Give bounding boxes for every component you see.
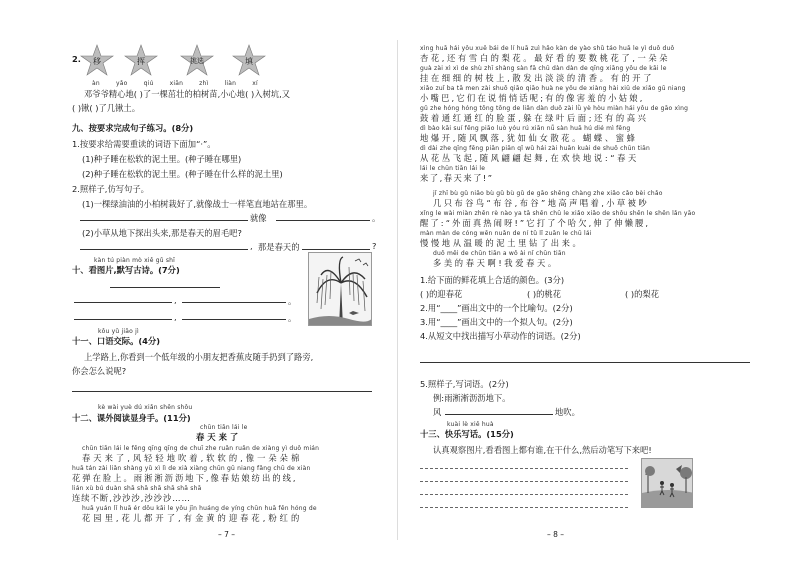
story-r3-text: 小嘴巴,它们在说悄悄话呢;有的像害羞的小姑娘, [420,93,645,103]
story-r2-pinyin: guà zài xì xì de shù zhī shàng sàn fā chū dàn dàn de qīng xiāng yǒu de kāi le [420,65,667,72]
question-2-number: 2. [72,54,81,64]
question-2-line-1: 邓爷爷精心地( )了一棵茁壮的柏树苗,小心地( )入树坑,又 [84,89,291,99]
story-title-pinyin: chūn tiān lái le [200,424,248,431]
question-4: 4.从短文中找出描写小草动作的词语。(2分) [420,331,581,341]
story-r7-text: 来了,春天来了!” [420,173,494,183]
question-5-example: 例:雨淅淅沥沥地下。 [433,393,511,403]
section-10-title: 十、看图片,默写古诗。(7分) [72,265,180,275]
star-word: 填 [245,57,253,66]
question-4-answer-line[interactable] [420,362,750,363]
story-r6-text: 从花丛飞起,随风翩翩起舞,在欢快地说:“春天 [420,153,639,163]
story-r4-text: 鼓着通红通红的脸蛋,躲在绿叶后面;还有的高兴 [420,113,649,123]
story-r8-text: 几只布谷鸟“布谷,布谷”地高声唱着,小草被吵 [433,198,650,208]
story-r5-text: 地爆开,随风飘落,犹如仙女散花。蝴蝶、蜜蜂 [420,133,638,143]
story-p2-text: 花弹在脸上。雨淅淅沥沥地下,像春姑娘纺出的线, [72,473,298,483]
story-r7-pinyin: lái le chūn tiān lái le [420,165,486,172]
q9-2b-blank-2[interactable] [302,249,370,250]
story-p2-pinyin: huā tán zài liǎn shàng yǔ xì lì de xià xiàng chūn gū niang fǎng chū de xiàn [72,465,311,472]
q9-2-instruction: 2.照样子,仿写句子。 [72,184,149,194]
writing-picture [641,458,693,508]
word-star-3 [180,44,214,78]
word-star-2 [124,44,158,78]
story-p1-text: 春天来了,风轻轻地吹着,软软的,像一朵朵棉 [82,453,303,463]
section-10-pinyin: kàn tú piàn mò xiě gǔ shī [94,257,176,264]
story-p4-pinyin: huā yuán lǐ huā ér dōu kāi le yǒu jīn huáng de yíng chūn huā fěn hóng de [82,505,317,512]
question-mark: ? [372,241,377,251]
section-13-title: 十三、快乐写话。(15分) [420,429,514,439]
question-5: 5.照样子,写词语。(2分) [420,379,509,389]
question-1-blank-c[interactable]: ( )的梨花 [625,289,660,299]
children-playing-icon [642,459,693,508]
poem-line-2b[interactable] [182,319,286,320]
writing-line-2[interactable] [420,481,628,482]
story-p3-pinyin: lián xù bú duàn shā shā shā shā shā shā [72,485,202,492]
writing-line-1[interactable] [420,468,628,469]
section-11-body-1: 上学路上,你看到一个低年级的小朋友把香蕉皮随手扔到了路旁, [84,352,314,362]
question-2: 2.用“____”画出文中的一个比喻句。(2分) [420,303,573,313]
comma: , [174,295,177,305]
q9-2a-fill-word: 就像 [250,213,267,223]
section-9-title: 九、按要求完成句子练习。(8分) [72,123,194,133]
story-r4-pinyin: gǔ zhe hóng hóng tōng tōng de liǎn dàn duǒ zài lǜ yè hòu miàn hái yǒu de gāo xìng [420,105,689,112]
section-12-pinyin: kè wài yuè dú xiǎn shēn shǒu [98,404,193,411]
story-p1-pinyin: chūn tiān lái le fēng qīng qīng de chuī zhe ruǎn ruǎn de xiàng yì duǒ mián [82,445,320,452]
q9-2b-blank-1[interactable] [80,249,248,250]
q9-1-instruction: 1.按要求给需要重读的词语下面加“·”。 [72,139,216,149]
comma: , [174,312,177,322]
writing-line-4[interactable] [420,507,628,508]
story-r11-pinyin: duō měi de chūn tiān a wǒ ài nǐ chūn tiān [433,250,566,257]
section-13-pinyin: kuài lè xiě huà [447,421,494,428]
page-number: – 7 – [218,530,236,539]
story-r6-pinyin: dì dài zhe qīng fēng piān piān qǐ wǔ hái zài huān kuài de shuō chūn tiān [420,145,651,152]
question-2-line-2: ( )锹( )了几锹土。 [72,103,141,113]
poem-line-2a[interactable] [74,319,172,320]
period: 。 [372,213,381,223]
star-word: 移 [93,57,101,66]
q9-1-sentence-b: (2)种子睡在松软的泥土里。(种子睡在什么样的泥土里) [82,169,283,179]
question-5-wind-end: 地吹。 [555,407,580,417]
q9-2a-blank-2[interactable] [276,220,370,221]
story-r11-text: 多美的春天啊!我爱春天。 [433,258,559,268]
section-11-title: 十一、口语交际。(4分) [72,336,161,346]
q9-2b-fill-word: 那是春天的 [258,242,300,252]
willow-picture [308,252,372,326]
q9-2a-blank-1[interactable] [80,220,248,221]
story-r9-pinyin: xǐng le wài miàn zhēn rè nào ya tā shēn chū le xiǎo xiǎo de shǒu shēn le shēn lǎn yāo [420,210,696,217]
q9-2b-example: (2)小草从地下探出头来,那是春天的眉毛吧? [82,228,242,238]
story-r1-pinyin: xìng huā hái yǒu xuě bái de lí huā zuì hǎo kàn de yào shǔ táo huā le yì duǒ duǒ [420,45,675,52]
story-r10-pinyin: màn màn de cóng wēn nuǎn de ní tǔ lǐ zuān le chū lái [420,230,592,237]
q9-2-example: (1)一棵绿油油的小柏树栽好了,就像战士一样笔直地站在那里。 [82,199,313,209]
willow-tree-icon [309,253,372,326]
story-r10-text: 慢慢地从温暖的泥土里钻了出来。 [420,238,584,248]
page-8 [397,0,794,573]
poem-line-1b[interactable] [182,302,286,303]
question-1-blank-b[interactable]: ( )的桃花 [527,289,562,299]
page-number: – 8 – [547,530,565,539]
story-p4-text: 花园里,花儿都开了,有金黄的迎春花,粉红的 [82,513,303,523]
story-r1-text: 杏花,还有雪白的梨花。最好看的要数桃花了,一朵朵 [420,53,671,63]
story-r8-pinyin: jǐ zhī bù gǔ niǎo bù gǔ bù gǔ de gāo shēng chàng zhe xiǎo cǎo bèi chǎo [433,190,663,197]
star-word: 挥 [137,57,145,66]
word-star-4 [232,44,266,78]
question-5-blank[interactable] [445,414,553,415]
question-3: 3.用“____”画出文中的一个拟人句。(2分) [420,317,573,327]
period: 。 [288,296,297,306]
story-title: 春天来了 [196,432,242,442]
star-word: 挑选 [190,57,204,65]
question-1: 1.给下面的鲜花填上合适的颜色。(3分) [420,275,565,285]
story-r2-text: 挂在细细的树枝上,散发出淡淡的清香。有的开了 [420,73,655,83]
section-11-pinyin: kǒu yǔ jiāo jì [98,328,139,335]
section-12-title: 十二、课外阅读显身手。(11分) [72,413,191,423]
section-11-body-2: 你会怎么说呢? [72,366,127,376]
word-star-1 [80,44,114,78]
writing-line-3[interactable] [420,494,628,495]
story-r5-pinyin: dì bào kāi suí fēng piāo luò yóu rú xiān nǚ sàn huā hú dié mì fēng [420,125,631,132]
question-1-blank-a[interactable]: ( )的迎春花 [420,289,463,299]
poem-line-1a[interactable] [74,302,172,303]
story-r9-text: 醒了:“外面真热闹呀!”它打了个哈欠,伸了伸懒腰, [420,218,651,228]
comma: , [250,241,253,251]
question-2-pinyin: àn yǎo qiú xiān zhì liàn xí [92,80,258,87]
question-5-wind: 风 [433,407,442,417]
poem-title-blank[interactable] [110,287,220,288]
story-r3-pinyin: xiǎo zuǐ ba tā men zài shuō qiāo qiāo huà ne yǒu de xiàng hài xiū de xiǎo gū niang [420,85,686,92]
section-11-answer-line[interactable] [72,391,372,392]
q9-1-sentence-a: (1)种子睡在松软的泥土里。(种子睡在哪里) [82,154,242,164]
period: 。 [288,313,297,323]
section-13-body: 认真观察图片,看看图上都有谁,在干什么,然后动笔写下来吧! [433,445,652,455]
story-p3-text: 连续不断,沙沙沙,沙沙沙…… [72,493,191,503]
